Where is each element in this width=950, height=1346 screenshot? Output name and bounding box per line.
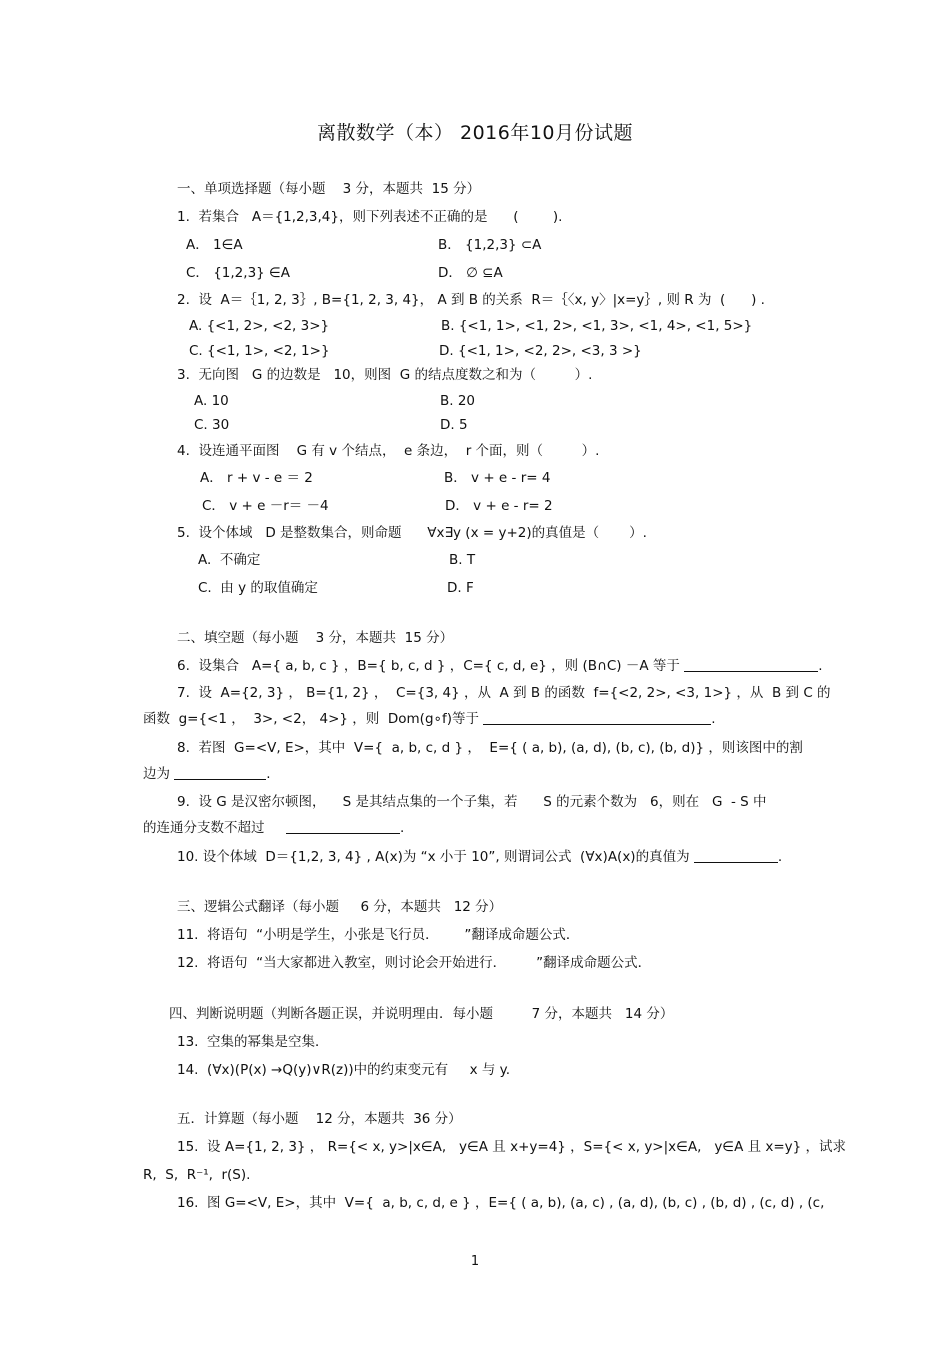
section-5-heading: 五．计算题（每小题 12 分，本题共 36 分） bbox=[177, 1111, 462, 1127]
question-7-answer-blank[interactable] bbox=[483, 710, 711, 725]
question-13: 13. 空集的幂集是空集． bbox=[177, 1034, 329, 1050]
question-4-option-a: A． r + v - e ＝ 2 bbox=[200, 470, 313, 486]
question-2-option-c: C. {<1, 1>, <2, 1>} bbox=[189, 343, 330, 359]
question-1-option-c: C． {1,2,3} ∈A bbox=[186, 265, 291, 281]
question-6-answer-blank[interactable] bbox=[684, 657, 818, 672]
question-15-line-2: R, S, R⁻¹, r(S). bbox=[143, 1167, 251, 1183]
question-3-option-c: C. 30 bbox=[194, 417, 230, 433]
question-8-line-2: 边为 . bbox=[143, 766, 271, 782]
question-6: 6. 设集合 A={ a, b, c } ，B={ b, c, d } ，C={ c, d, e} ，则 (B∩C) －A 等于 . bbox=[177, 658, 823, 674]
question-4-option-b: B． v + e - r= 4 bbox=[444, 470, 551, 486]
question-3-option-b: B. 20 bbox=[440, 393, 476, 409]
question-7-line-1: 7. 设 A={2, 3} ， B={1, 2} ， C={3, 4} ，从 A 到 B 的函数 f={<2, 2>, <3, 1>} ，从 B 到 C 的 bbox=[177, 685, 831, 701]
question-4-stem: 4. 设连通平面图 G 有 v 个结点， e 条边， r 个面，则（ ）. bbox=[177, 443, 600, 459]
question-1-stem: 1. 若集合 A＝{1,2,3,4}，则下列表述不正确的是 ( ). bbox=[177, 209, 563, 225]
question-4-option-d: D． v + e - r= 2 bbox=[445, 498, 553, 514]
question-8-text: 边为 bbox=[143, 766, 170, 782]
question-2-option-d: D. {<1, 1>, <2, 2>, <3, 3 >} bbox=[439, 343, 642, 359]
question-5-option-d: D. F bbox=[447, 580, 474, 596]
question-10-answer-blank[interactable] bbox=[694, 848, 778, 863]
question-7-line-2: 函数 g={<1 ， 3>, <2， 4>} ，则 Dom(g∘f)等于 . bbox=[143, 711, 716, 727]
question-3-option-d: D. 5 bbox=[440, 417, 468, 433]
question-8-answer-blank[interactable] bbox=[174, 765, 266, 780]
question-2-stem: 2. 设 A＝｛1, 2, 3｝, B={1, 2, 3, 4}， A 到 B 的关系 R＝｛〈x, y〉|x=y｝, 则 R 为 ( ) . bbox=[177, 292, 765, 308]
question-9-line-2: 的连通分支数不超过 . bbox=[143, 820, 405, 836]
question-5-option-b: B. T bbox=[449, 552, 476, 568]
question-3-option-a: A. 10 bbox=[194, 393, 229, 409]
question-9-text: 的连通分支数不超过 bbox=[143, 820, 265, 836]
question-5-option-a: A. 不确定 bbox=[198, 552, 261, 568]
question-6-text: 6. 设集合 A={ a, b, c } ，B={ b, c, d } ，C={ c, d, e} ，则 (B∩C) －A 等于 bbox=[177, 658, 680, 674]
question-14: 14. (∀x)(P(x) →Q(y)∨R(z))中的约束变元有 x 与 y. bbox=[177, 1062, 511, 1078]
question-15-line-1: 15. 设 A={1, 2, 3} ， R={< x, y>|x∈A, y∈A 且 x+y=4} ，S={< x, y>|x∈A, y∈A 且 x=y} ，试求 bbox=[177, 1139, 847, 1155]
page-number: 1 bbox=[470, 1254, 480, 1269]
section-3-heading: 三、逻辑公式翻译（每小题 6 分，本题共 12 分） bbox=[177, 899, 503, 915]
question-4-option-c: C． v + e －r＝ －4 bbox=[202, 498, 329, 514]
question-9-line-1: 9. 设 G 是汉密尔顿图， S 是其结点集的一个子集，若 S 的元素个数为 6，则在 G - S 中 bbox=[177, 794, 767, 810]
question-8-line-1: 8. 若图 G=<V, E>，其中 V={ a, b, c, d } ， E={ ( a, b), (a, d), (b, c), (b, d)} ，则该图中的割 bbox=[177, 740, 803, 756]
question-11: 11. 将语句 “小明是学生，小张是飞行员． ”翻译成命题公式． bbox=[177, 927, 580, 943]
question-1-option-d: D． ∅ ⊆A bbox=[438, 265, 503, 281]
section-4-heading: 四、判断说明题（判断各题正误，并说明理由．每小题 7 分，本题共 14 分） bbox=[169, 1006, 674, 1022]
question-10: 10. 设个体域 D＝{1,2, 3, 4} , A(x)为 “x 小于 10”, 则谓词公式 (∀x)A(x)的真值为 . bbox=[177, 849, 783, 865]
question-5-stem: 5. 设个体域 D 是整数集合，则命题 ∀x∃y (x = y+2)的真值是（ ）. bbox=[177, 525, 647, 541]
section-2-heading: 二、填空题（每小题 3 分，本题共 15 分） bbox=[177, 630, 454, 646]
question-5-option-c: C. 由 y 的取值确定 bbox=[198, 580, 318, 596]
question-9-answer-blank[interactable] bbox=[286, 819, 400, 834]
question-1-option-b: B． {1,2,3} ⊂A bbox=[438, 237, 542, 253]
exam-title: 离散数学（本） 2016年10月份试题 bbox=[316, 122, 634, 144]
question-1-option-a: A． 1∈A bbox=[186, 237, 243, 253]
question-7-text: 函数 g={<1 ， 3>, <2， 4>} ，则 Dom(g∘f)等于 bbox=[143, 711, 479, 727]
question-12: 12. 将语句 “当大家都进入教室，则讨论会开始进行． ”翻译成命题公式． bbox=[177, 955, 652, 971]
question-2-option-b: B. {<1, 1>, <1, 2>, <1, 3>, <1, 4>, <1, 5>} bbox=[441, 318, 753, 334]
section-1-heading: 一、单项选择题（每小题 3 分，本题共 15 分） bbox=[177, 181, 481, 197]
question-2-option-a: A. {<1, 2>, <2, 3>} bbox=[189, 318, 330, 334]
question-16-line-1: 16. 图 G=<V, E>，其中 V={ a, b, c, d, e } ，E={ ( a, b), (a, c) , (a, d), (b, c) , (b, d) , (c, d) , (c, bbox=[177, 1195, 825, 1211]
question-10-text: 10. 设个体域 D＝{1,2, 3, 4} , A(x)为 “x 小于 10”, 则谓词公式 (∀x)A(x)的真值为 bbox=[177, 849, 690, 865]
question-3-stem: 3. 无向图 G 的边数是 10，则图 G 的结点度数之和为（ ）. bbox=[177, 367, 593, 383]
